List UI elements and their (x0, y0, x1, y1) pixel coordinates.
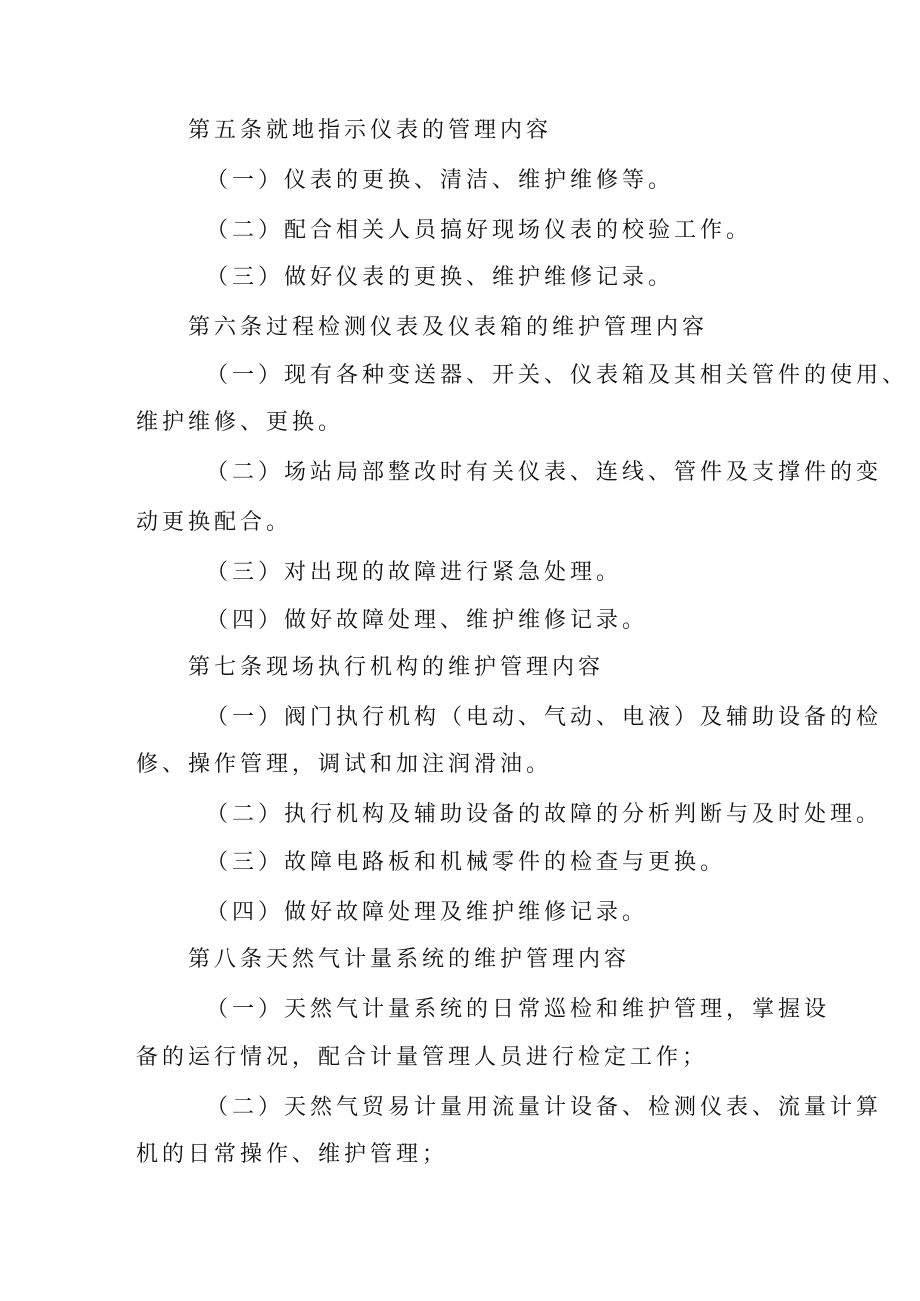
paragraph-line: （一）天然气计量系统的日常巡检和维护管理，掌握设 (206, 997, 831, 1022)
article-8-heading: 第八条天然气计量系统的维护管理内容 (188, 947, 631, 972)
paragraph-line: （一）阀门执行机构（电动、气动、电液）及辅助设备的检 (206, 705, 883, 730)
paragraph-line: 维护维修、更换。 (136, 410, 345, 435)
article-7-heading: 第七条现场执行机构的维护管理内容 (188, 655, 605, 680)
paragraph-line: 备的运行情况，配合计量管理人员进行检定工作； (136, 1045, 709, 1070)
paragraph-line: （三）故障电路板和机械零件的检查与更换。 (206, 850, 727, 875)
article-6-heading: 第六条过程检测仪表及仪表箱的维护管理内容 (188, 315, 709, 340)
paragraph-line: （二）执行机构及辅助设备的故障的分析判断与及时处理。 (206, 802, 883, 827)
paragraph-line: 机的日常操作、维护管理； (136, 1142, 449, 1167)
paragraph-line: （二）天然气贸易计量用流量计设备、检测仪表、流量计算 (206, 1095, 883, 1120)
paragraph-line: （一）现有各种变送器、开关、仪表箱及其相关管件的使用、 (206, 363, 909, 388)
article-5-heading: 第五条就地指示仪表的管理内容 (188, 118, 553, 143)
paragraph-line: （四）做好故障处理及维护维修记录。 (206, 900, 649, 925)
paragraph-line: （三）对出现的故障进行紧急处理。 (206, 560, 623, 585)
paragraph-line: （一）仪表的更换、清洁、维护维修等。 (206, 168, 675, 193)
paragraph-line: （二）场站局部整改时有关仪表、连线、管件及支撑件的变 (206, 460, 883, 485)
paragraph-line: 动更换配合。 (136, 510, 293, 535)
paragraph-line: （四）做好故障处理、维护维修记录。 (206, 608, 649, 633)
paragraph-line: （二）配合相关人员搞好现场仪表的校验工作。 (206, 218, 753, 243)
paragraph-line: 修、操作管理，调试和加注润滑油。 (136, 752, 553, 777)
paragraph-line: （三）做好仪表的更换、维护维修记录。 (206, 265, 675, 290)
